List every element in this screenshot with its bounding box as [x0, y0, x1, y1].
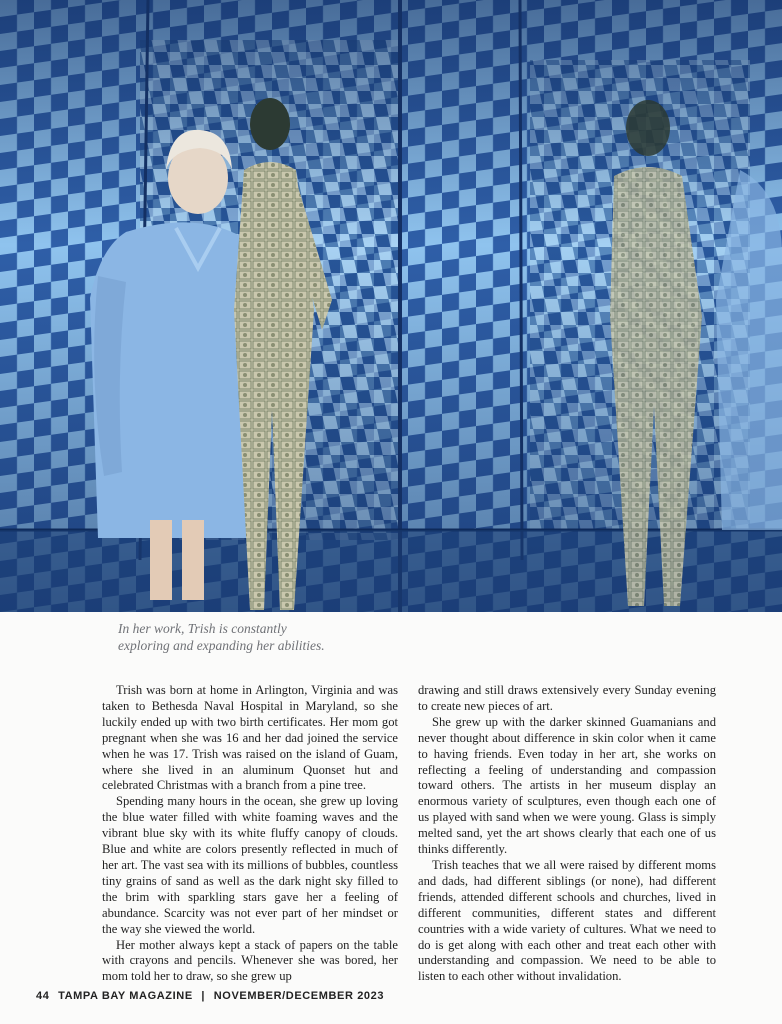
caption-line: In her work, Trish is constantly [118, 621, 287, 636]
paragraph: Trish was born at home in Arlington, Virginia and was taken to Bethesda Naval Hospital in Maryland, so she luckily ended up with two birth certificates. Her mom got pregnant when she was 16 and her dad joined the service when he was 17. Trish was raised on the island of Guam, where she lived in an aluminum Quonset hut and celebrated Christmas with a branch from a pine tree. [102, 683, 398, 793]
page-footer [36, 990, 389, 1002]
paragraph: Her mother always kept a stack of papers on the table with crayons and pencils. Whenever she was bored, her mom told her to draw, so she grew up [102, 937, 398, 984]
article-column-left [102, 683, 398, 985]
issue-date: NOVEMBER/DECEMBER 2023 [213, 990, 385, 1002]
caption-line: exploring and expanding her abilities. [118, 638, 325, 653]
page-number: 44 [36, 990, 50, 1002]
article-column-right [418, 683, 716, 985]
magazine-name: TAMPA BAY MAGAZINE [58, 990, 193, 1002]
paragraph: Trish teaches that we all were raised by different moms and dads, had different siblings (or none), had different friends, attended different schools and churches, lived in different communities, different states and different countries with a wide variety of cultures. What we need to do is get along with each other and treat each other with understanding and compassion. We need to be able to listen to each other without invalidation. [418, 857, 716, 984]
paragraph: drawing and still draws extensively every Sunday evening to create new pieces of art. [418, 683, 716, 713]
paragraph: Spending many hours in the ocean, she grew up loving the blue water filled with white foaming waves and the vibrant blue sky with its white fluffy canopy of clouds. Blue and white are colors presently reflected in much of her art. The vast sea with its millions of bubbles, countless tiny grains of sand as well as the dark night sky filled to the brim with sparkling stars gave her a feeling of abundance. Scarcity was not ever part of her mindset or the way she viewed the world. [102, 794, 398, 936]
paragraph: She grew up with the darker skinned Guamanians and never thought about difference in skin color when it came to having friends. Even today in her art, she works on reflecting a feeling of understanding and compassion toward others. The artists in her museum display an enormous variety of sculptures, even though each one of us played with sand when we were young. Glass is simply melted sand, yet the art shows clearly that each one of us thinks differently. [418, 714, 716, 857]
footer-separator: | [201, 990, 206, 1002]
photo-caption [118, 620, 438, 654]
